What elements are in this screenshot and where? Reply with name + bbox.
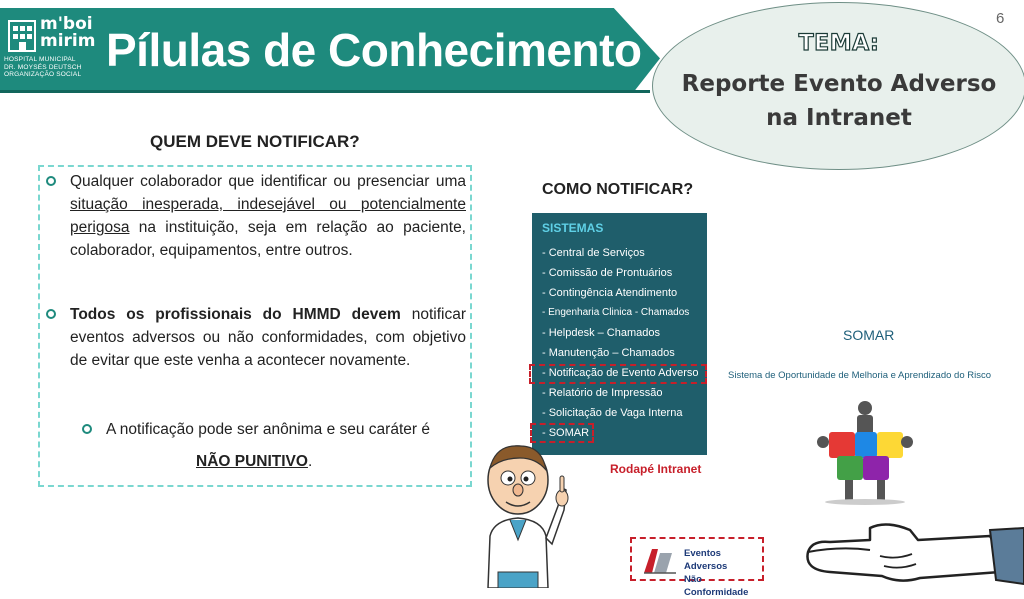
paragraph-3: A notificação pode ser anônima e seu caráter é <box>106 421 430 438</box>
paragraph-1: Qualquer colaborador que identificar ou presenciar uma situação inesperada, indesejável ou potencialmente perigosa na instituição, seja em relação ao paciente, colaborador, equipamentos, entre outros. <box>70 173 466 259</box>
system-link[interactable]: - Solicitação de Vaga Interna <box>542 407 683 419</box>
system-link-somar[interactable]: - SOMAR <box>542 427 590 439</box>
eventos-adversos-badge[interactable] <box>630 537 764 598</box>
system-link[interactable]: - Helpdesk – Chamados <box>542 327 661 339</box>
system-link[interactable]: - Comissão de Prontuários <box>542 267 673 279</box>
systems-title: SISTEMAS <box>542 221 604 235</box>
badge-text: Eventos Adversos Não Conformidade <box>684 548 749 598</box>
somar-description: Sistema de Oportunidade de Melhoria e Aprendizado do Risco <box>728 370 991 381</box>
page-title: Pílulas de Conhecimento <box>106 24 642 76</box>
bullet-icon <box>82 424 92 434</box>
highlight-notificacao <box>529 364 707 384</box>
puzzle-team-icon <box>815 398 915 506</box>
who-heading: QUEM DEVE NOTIFICAR? <box>150 132 360 151</box>
theme-ellipse <box>652 2 1024 170</box>
logo-name: m'boi mirim <box>40 14 96 51</box>
system-link[interactable]: - Contingência Atendimento <box>542 287 678 299</box>
page-number: 6 <box>996 10 1005 27</box>
doctor-character-icon <box>480 440 570 588</box>
bullet-icon <box>46 176 56 186</box>
logo-subtitle: HOSPITAL MUNICIPAL DR. MOYSÉS DEUTSCH ORGANIZAÇÃO SOCIAL <box>4 56 82 78</box>
intranet-footer-panel <box>532 213 707 455</box>
system-link-notificacao[interactable]: - Notificação de Evento Adverso <box>542 367 699 379</box>
building-icon <box>8 20 36 52</box>
banner-underline <box>0 90 650 93</box>
non-punitive-note: NÃO PUNITIVO. <box>196 453 313 470</box>
footer-caption: Rodapé Intranet <box>610 462 702 476</box>
how-heading: COMO NOTIFICAR? <box>542 181 694 198</box>
theme-label: TEMA: <box>798 31 880 56</box>
system-link[interactable]: - Central de Serviços <box>542 247 645 259</box>
hospital-logo <box>4 16 100 86</box>
theme-text: Reporte Evento Adverso na Intranet <box>681 71 997 131</box>
system-link[interactable]: - Engenharia Clinica - Chamados <box>542 307 690 318</box>
paragraph-2: Todos os profissionais do HMMD devem notificar eventos adversos ou não conformidades, com objetivo de evitar que este venha a acontecer novamente. <box>70 306 466 369</box>
pointing-hand-icon <box>800 510 1024 588</box>
system-link[interactable]: - Manutenção – Chamados <box>542 347 675 359</box>
document-icon <box>642 545 678 575</box>
system-link[interactable]: - Relatório de Impressão <box>542 387 663 399</box>
somar-title: SOMAR <box>843 327 895 343</box>
bullet-icon <box>46 309 56 319</box>
